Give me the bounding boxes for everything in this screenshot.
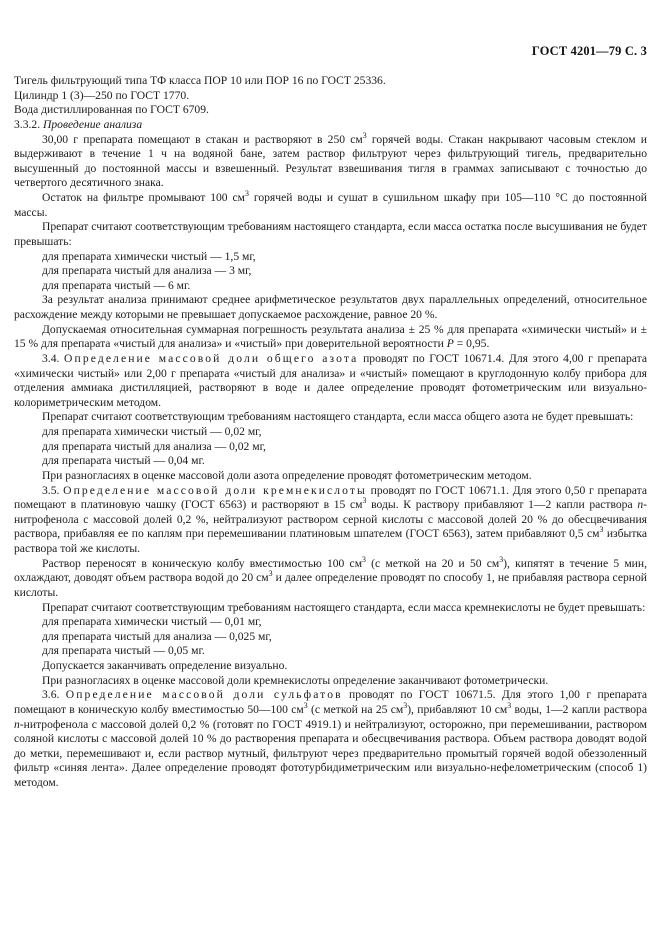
document-body: [14, 74, 647, 791]
text-run: горячей воды и сушат в сушильном шкафу при 105—110 °С до постоянной массы.: [14, 191, 647, 219]
superscript-cubic: 3: [268, 569, 273, 579]
clause-3-3-2-heading: [14, 118, 647, 133]
paragraph-allowable-error: [14, 323, 647, 352]
limit-line: для препарата химически чистый — 1,5 мг,: [42, 249, 256, 263]
paragraph-silica-disagreement: При разногласиях в оценке массовой доли кремнекислоты определение заканчивают фотометрически.: [42, 673, 549, 687]
clause-title-spaced: Определение массовой доли общего азота: [64, 351, 359, 365]
paragraph-arithmetic-mean: За результат анализа принимают среднее арифметическое результатов двух параллельных определений, относительное расхождение между которыми не превышает допускаемое расхождение, равное 20 %.: [14, 293, 647, 321]
limit-line: для препарата чистый — 6 мг.: [42, 278, 191, 292]
symbol-probability: P: [446, 337, 454, 351]
superscript-cubic: 3: [245, 189, 249, 199]
limit-line: для препарата чистый — 0,04 мг.: [42, 454, 205, 468]
superscript-cubic: 3: [599, 525, 604, 535]
symbol-para-nitrophenol: n: [14, 717, 20, 731]
text-run: -нитрофенола с массовой долей 0,2 %, нейтрализуют раствором серной кислоты с массовой долей 20 % до обесцвечивания раствора, прибавляя ее по каплям при перемешивании платиновым шпателем (ГОСТ 6563), затем прибавляют 0,5 см: [14, 498, 647, 541]
superscript-cubic: 3: [362, 554, 366, 564]
limit-line: для препарата чистый — 0,05 мг.: [42, 644, 205, 658]
text-run: воды. К раствору прибавляют 1—2 капли раствора: [366, 498, 638, 512]
limit-line: для препарата чистый для анализа — 0,025 мг,: [42, 629, 272, 643]
clause-title-spaced: Определение массовой доли кремнекислоты: [63, 483, 367, 497]
paragraph-residue-washing: [14, 191, 647, 220]
superscript-cubic: 3: [362, 130, 367, 140]
text-run: избытка раствора той же кислоты.: [14, 527, 647, 555]
text-run: Раствор переносят в коническую колбу вместимостью 100 см: [42, 556, 363, 570]
text-run: ), кипятят в течение 5 мин, охлаждают, доводят объем раствора водой до 20 см: [14, 556, 647, 585]
clause-3-6-sulfates: [14, 688, 647, 790]
text-run: проводят по ГОСТ 10671.4. Для этого 4,00 г препарата «химически чистый» или 2,00 г препарата «чистый для анализа» и «чистый» помещают в круглодонную колбу прибора для отделения аммиака дистилляцией, растворяют в воде и далее определение проводят фотометрическим или визуально-колориметрическим методом.: [14, 351, 647, 409]
text-run: и далее определение проводят по способу 1, не прибавляя раствора серной кислоты.: [14, 571, 647, 599]
text-run: -нитрофенола с массовой долей 0,2 % (готовят по ГОСТ 4919.1) и нейтрализуют, осторожно, при перемешивании, раствором соляной кислоты с массовой долей 10 % до растворения препарата и обесцвечивания раствора. Объем раствора доводят водой до метки, перемешивают и, если раствор мутный, фильтруют через предварительно промытый горячей водой обеззоленный фильтр «синяя лента». Далее определение проводят фототурбидиметрическим или визуально-нефелометрическим (способ 1) методом.: [14, 717, 647, 789]
clause-number: 3.3.2.: [14, 117, 41, 131]
superscript-cubic: 3: [303, 701, 308, 711]
symbol-para-nitrophenol: n: [637, 498, 644, 512]
text-run: горячей воды. Стакан накрывают часовым стеклом и выдерживают в течение 1 ч на водяной бане, затем раствор фильтруют через фильтрующий тигель, предварительно высушенный до постоянной массы и взвешенный. Результат взвешивания тигля в граммах записывают с точностью до четвертого десятичного знака.: [14, 132, 647, 190]
superscript-cubic: 3: [362, 496, 367, 506]
paragraph-flask-transfer: [14, 554, 647, 601]
reagent-line: Тигель фильтрующий типа ТФ класса ПОР 10 или ПОР 16 по ГОСТ 25336.: [14, 74, 386, 87]
text-run: (с меткой на 20 и 50 см: [365, 556, 500, 570]
paragraph-dissolution-procedure: [14, 130, 647, 192]
text-run: 30,00 г препарата помещают в стакан и растворяют в 250 см: [42, 132, 363, 146]
paragraph-residue-conformity: Препарат считают соответствующим требованиям настоящего стандарта, если масса остатка после высушивания не будет превышать:: [14, 220, 647, 248]
limit-line: для препарата химически чистый — 0,01 мг,: [42, 615, 262, 629]
clause-number: 3.5.: [42, 483, 64, 497]
text-run: = 0,95.: [453, 337, 490, 351]
clause-title: Проведение анализа: [43, 117, 143, 131]
standard-number-and-page: ГОСТ 4201—79 С. 3: [531, 44, 647, 58]
limit-line: для препарата химически чистый — 0,02 мг,: [42, 425, 262, 438]
text-run: проводят по ГОСТ 10671.5. Для этого 1,00 г препарата помещают в коническую колбу вместимостью 50—100 см: [14, 688, 647, 716]
text-run: Допускаемая относительная суммарная погрешность результата анализа ± 25 % для препарата «химически чистый» и ± 15 % для препарата «чистый для анализа» и «чистый» при доверительной вероятности: [14, 322, 647, 351]
paragraph-nitrogen-conformity: Препарат считают соответствующим требованиям настоящего стандарта, если масса общего азота не будет превышать:: [42, 410, 634, 424]
limit-line: для препарата чистый для анализа — 0,02 мг,: [42, 439, 266, 453]
paragraph-visual-endpoint: Допускается заканчивать определение визуально.: [42, 659, 288, 672]
text-run: Остаток на фильтре промывают 100 см: [42, 191, 245, 204]
text-run: (с меткой на 25 см: [307, 702, 404, 716]
superscript-cubic: 3: [507, 701, 512, 711]
page-header: [14, 44, 647, 59]
clause-3-5-silicic-acid: [14, 484, 647, 557]
clause-number: 3.4.: [42, 351, 65, 365]
reagent-line: Вода дистиллированная по ГОСТ 6709.: [14, 103, 209, 117]
superscript-cubic: 3: [499, 554, 504, 564]
clause-title-spaced: Определение массовой доли сульфатов: [65, 688, 343, 702]
superscript-cubic: 3: [403, 701, 408, 711]
limit-line: для препарата чистый для анализа — 3 мг,: [42, 264, 252, 278]
text-run: ), прибавляют 10 см: [407, 702, 508, 716]
text-run: воды, 1—2 капли раствора: [511, 702, 647, 716]
clause-3-4-total-nitrogen: [14, 352, 647, 411]
paragraph-nitrogen-disagreement: При разногласиях в оценке массовой доли азота определение проводят фотометрическим методом.: [42, 468, 532, 482]
reagent-line: Цилиндр 1 (3)—250 по ГОСТ 1770.: [14, 88, 190, 102]
text-run: проводят по ГОСТ 10671.1. Для этого 0,50 г препарата помещают в платиновую чашку (ГОСТ 6563) и растворяют в 15 см: [14, 483, 647, 512]
clause-number: 3.6.: [42, 688, 66, 702]
paragraph-silica-conformity: Препарат считают соответствующим требованиям настоящего стандарта, если масса кремнекислоты не будет превышать:: [42, 600, 646, 614]
